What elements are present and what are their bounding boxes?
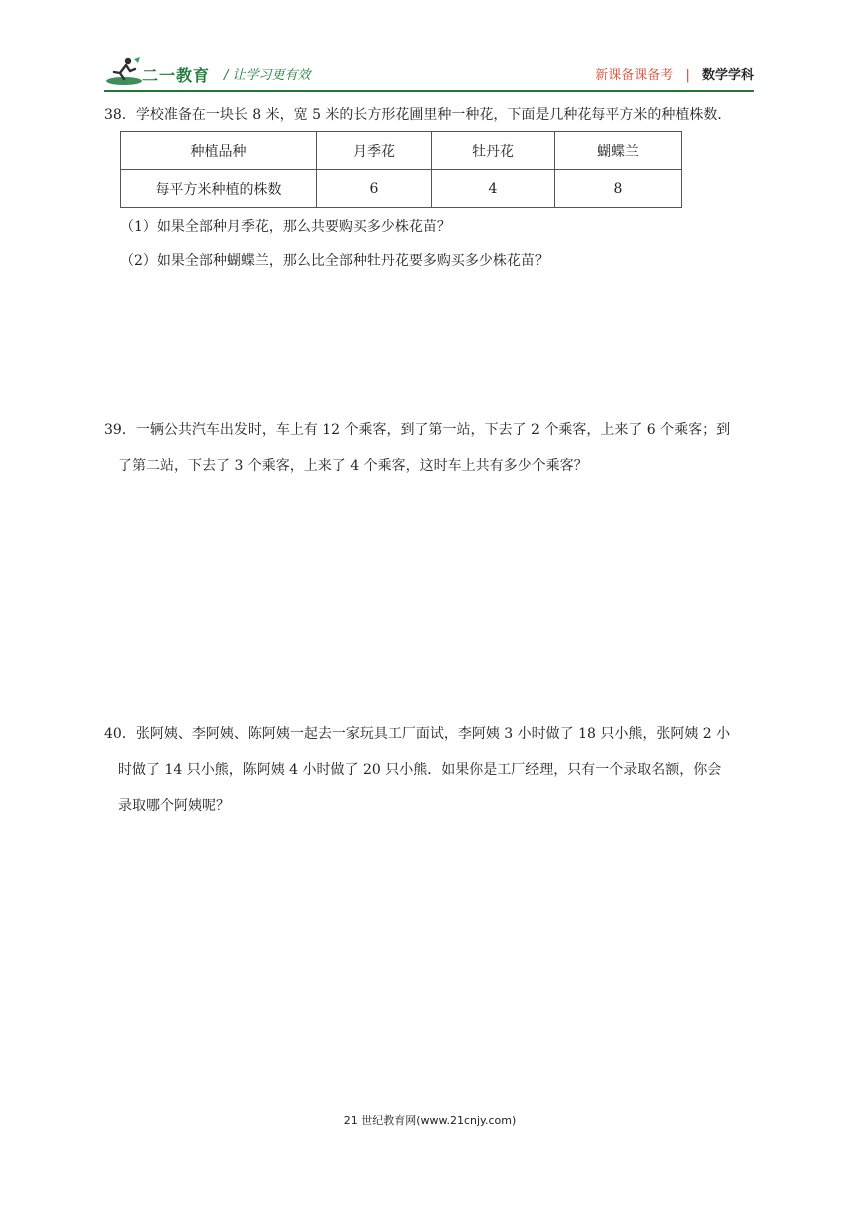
subject-label: 数学学科 <box>701 68 754 83</box>
question-40-line-2: 时做了 14 只小熊，陈阿姨 4 小时做了 20 只小熊．如果你是工厂经理，只有一个录取名额，你会 <box>118 762 722 778</box>
table-row <box>121 170 682 208</box>
question-40-line-1: 40．张阿姨、李阿姨、陈阿姨一起去一家玩具工厂面试，李阿姨 3 小时做了 18 只小熊，张阿姨 2 小 <box>104 726 731 742</box>
page-header <box>104 55 754 95</box>
table-cell: 种植品种 <box>121 132 317 170</box>
header-divider <box>104 90 754 92</box>
question-38-part-1: （1）如果全部种月季花，那么共要购买多少株花苗？ <box>120 219 451 235</box>
logo-text: 二一教育 <box>142 66 211 85</box>
tag-separator: | <box>685 68 690 83</box>
question-39 <box>104 412 760 484</box>
table-cell: 蝴蝶兰 <box>555 132 682 170</box>
table-cell: 牡丹花 <box>432 132 555 170</box>
runner-logo-icon <box>104 55 144 87</box>
question-38 <box>104 97 760 133</box>
table-cell: 月季花 <box>317 132 432 170</box>
question-39-line-1: 39．一辆公共汽车出发时，车上有 12 个乘客，到了第一站，下去了 2 个乘客，上来了 6 个乘客；到 <box>104 422 731 438</box>
table-cell: 8 <box>555 170 682 208</box>
page-footer: 21 世纪教育网(www.21cnjy.com) <box>343 1114 517 1127</box>
question-40-line-3: 录取哪个阿姨呢？ <box>118 798 230 814</box>
question-38-part-2: （2）如果全部种蝴蝶兰，那么比全部种牡丹花要多购买多少株花苗？ <box>120 253 549 269</box>
table-cell: 每平方米种植的株数 <box>121 170 317 208</box>
course-label: 新课备课备考 <box>595 68 674 83</box>
slogan: / 让学习更有效 <box>224 68 311 83</box>
question-39-line-2: 了第二站，下去了 3 个乘客，上来了 4 个乘客，这时车上共有多少个乘客？ <box>118 458 588 474</box>
table-cell: 6 <box>317 170 432 208</box>
planting-table <box>120 131 682 208</box>
table-header-row <box>121 132 682 170</box>
question-40 <box>104 716 760 824</box>
subject-tag <box>595 64 754 83</box>
logo <box>104 55 224 91</box>
question-38-text: 38．学校准备在一块长 8 米，宽 5 米的长方形花圃里种一种花，下面是几种花每平方米的种植株数． <box>104 107 732 123</box>
table-cell: 4 <box>432 170 555 208</box>
